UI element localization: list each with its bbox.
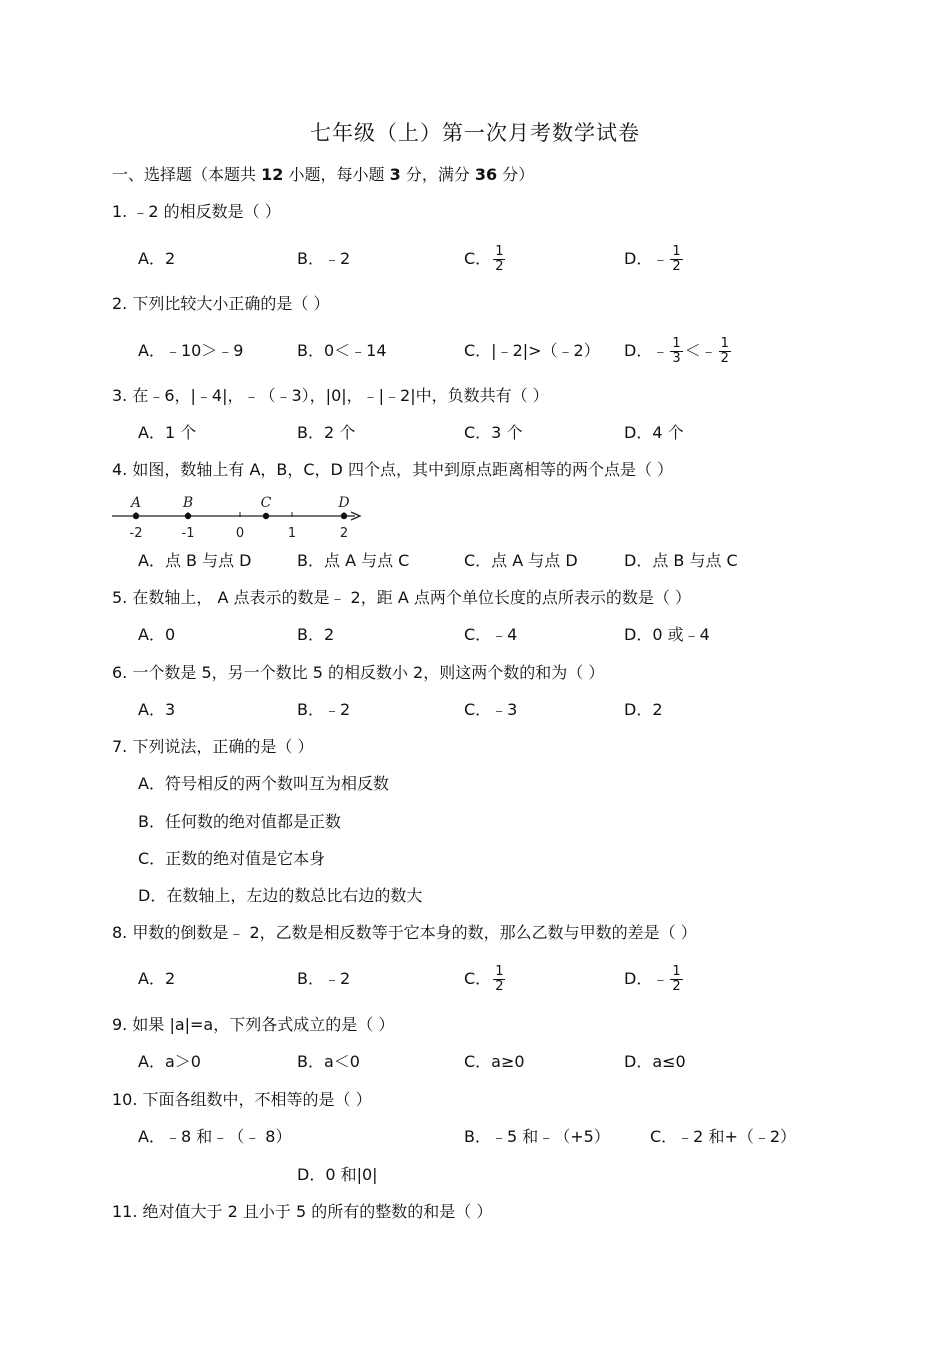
q8-option-c-fraction xyxy=(493,965,505,994)
section-heading xyxy=(112,165,534,185)
number-line-figure xyxy=(110,492,370,540)
q10-option-b: B．﹣5 和﹣（+5） xyxy=(464,1127,610,1146)
numerator: 1 xyxy=(672,244,681,259)
question-count: 12 xyxy=(261,165,284,184)
q8-option-b: B．﹣2 xyxy=(297,969,351,988)
q8-option-d-fraction xyxy=(670,965,682,994)
question-3-stem: 3. 在﹣6，|﹣4|，﹣（﹣3），|0|，﹣|﹣2|中，负数共有（ ） xyxy=(112,386,549,405)
numerator: 1 xyxy=(720,336,729,351)
q4-option-d: D．点 B 与点 C xyxy=(624,551,738,570)
denominator: 2 xyxy=(495,259,504,274)
q8-option-c-label: C． xyxy=(464,969,492,988)
denominator: 2 xyxy=(672,979,681,994)
q4-option-c: C．点 A 与点 D xyxy=(464,551,578,570)
denominator: 2 xyxy=(672,259,681,274)
q7-option-b: B．任何数的绝对值都是正数 xyxy=(138,812,341,831)
question-8-stem: 8. 甲数的倒数是﹣ 2，乙数是相反数等于它本身的数，那么乙数与甲数的差是（ ） xyxy=(112,923,697,942)
numerator: 1 xyxy=(672,336,681,351)
q8-option-c xyxy=(464,958,507,1000)
q1-option-b: B．﹣2 xyxy=(297,249,351,268)
point-label-c: C xyxy=(260,495,272,511)
point-label-b: B xyxy=(182,495,194,511)
tick-label: 0 xyxy=(235,526,245,540)
q6-option-b: B．﹣2 xyxy=(297,700,351,719)
point-d xyxy=(341,513,347,519)
point-a xyxy=(133,513,139,519)
q1-option-c xyxy=(464,238,507,280)
q1-option-a: A．2 xyxy=(138,249,176,268)
question-10-stem: 10. 下面各组数中，不相等的是（ ） xyxy=(112,1090,372,1109)
numerator: 1 xyxy=(672,964,681,979)
total-points: 36 xyxy=(474,165,498,184)
q2-option-b: B．0＜﹣14 xyxy=(297,341,387,360)
q6-option-c: C．﹣3 xyxy=(464,700,518,719)
point-label-d: D xyxy=(338,495,350,511)
q5-option-b: B．2 xyxy=(297,625,335,644)
q3-option-c: C．3 个 xyxy=(464,423,523,442)
q7-option-a: A．符号相反的两个数叫互为相反数 xyxy=(138,774,389,793)
q5-option-a: A．0 xyxy=(138,625,176,644)
q8-option-a: A．2 xyxy=(138,969,176,988)
q7-option-c: C．正数的绝对值是它本身 xyxy=(138,849,326,868)
q2-option-a: A．﹣10＞﹣9 xyxy=(138,341,244,360)
q8-option-d-label: D．﹣ xyxy=(624,969,669,988)
q9-option-c: C．a≥0 xyxy=(464,1052,525,1071)
points-each: 3 xyxy=(389,165,401,184)
denominator: 3 xyxy=(672,351,681,366)
tick-label: -1 xyxy=(181,526,195,540)
q3-option-b: B．2 个 xyxy=(297,423,356,442)
q2-option-c: C．|﹣2|>（﹣2） xyxy=(464,341,600,360)
denominator: 2 xyxy=(495,979,504,994)
page-title: 七年级（上）第一次月考数学试卷 xyxy=(310,121,640,145)
q1-option-d xyxy=(624,238,685,280)
q3-option-d: D．4 个 xyxy=(624,423,684,442)
question-7-stem: 7. 下列说法，正确的是（ ） xyxy=(112,737,314,756)
section-prefix: 一、选择题（本题共 xyxy=(112,165,257,184)
q1-option-c-label: C． xyxy=(464,249,492,268)
question-2-stem: 2. 下列比较大小正确的是（ ） xyxy=(112,294,330,313)
q3-option-a: A．1 个 xyxy=(138,423,197,442)
q2-option-d xyxy=(624,330,733,372)
q4-option-b: B．点 A 与点 C xyxy=(297,551,410,570)
q4-option-a: A．点 B 与点 D xyxy=(138,551,252,570)
numerator: 1 xyxy=(495,244,504,259)
q5-option-d: D．0 或﹣4 xyxy=(624,625,710,644)
tick-label: 2 xyxy=(339,526,349,540)
point-c xyxy=(263,513,269,519)
q1-option-d-fraction xyxy=(670,245,682,274)
point-b xyxy=(185,513,191,519)
q10-option-d: D．0 和|0| xyxy=(297,1165,378,1184)
q2-option-d-label: D．﹣ xyxy=(624,341,669,360)
question-4-stem: 4. 如图，数轴上有 A，B，C，D 四个点，其中到原点距离相等的两个点是（ ） xyxy=(112,460,674,479)
question-11-stem: 11. 绝对值大于 2 且小于 5 的所有的整数的和是（ ） xyxy=(112,1202,493,1221)
q9-option-b: B．a＜0 xyxy=(297,1052,360,1071)
question-1-stem: 1. ﹣2 的相反数是（ ） xyxy=(112,202,281,221)
tick-label: -2 xyxy=(129,526,143,540)
q10-option-a: A．﹣8 和﹣（﹣ 8） xyxy=(138,1127,292,1146)
q8-option-d xyxy=(624,958,685,1000)
q7-option-d: D．在数轴上，左边的数总比右边的数大 xyxy=(138,886,423,905)
section-mid1: 小题，每小题 xyxy=(288,165,385,184)
q2-option-d-fraction-1 xyxy=(670,337,682,366)
question-9-stem: 9. 如果 |a|=a，下列各式成立的是（ ） xyxy=(112,1015,395,1034)
q1-option-c-fraction xyxy=(493,245,505,274)
q9-option-d: D．a≤0 xyxy=(624,1052,686,1071)
q6-option-d: D．2 xyxy=(624,700,663,719)
section-mid2: 分，满分 xyxy=(405,165,470,184)
tick-label: 1 xyxy=(287,526,297,540)
question-6-stem: 6. 一个数是 5，另一个数比 5 的相反数小 2，则这两个数的和为（ ） xyxy=(112,663,605,682)
denominator: 2 xyxy=(720,351,729,366)
q5-option-c: C．﹣4 xyxy=(464,625,518,644)
q9-option-a: A．a＞0 xyxy=(138,1052,201,1071)
question-5-stem: 5. 在数轴上， A 点表示的数是﹣ 2，距 A 点两个单位长度的点所表示的数是（ ） xyxy=(112,588,691,607)
q2-option-d-fraction-2 xyxy=(719,337,731,366)
q6-option-a: A．3 xyxy=(138,700,176,719)
q1-option-d-label: D．﹣ xyxy=(624,249,669,268)
numerator: 1 xyxy=(495,964,504,979)
point-label-a: A xyxy=(130,495,142,511)
q2-option-d-compare: ＜﹣ xyxy=(684,341,717,360)
section-suffix: 分） xyxy=(502,165,535,184)
q10-option-c: C．﹣2 和+（﹣2） xyxy=(650,1127,797,1146)
